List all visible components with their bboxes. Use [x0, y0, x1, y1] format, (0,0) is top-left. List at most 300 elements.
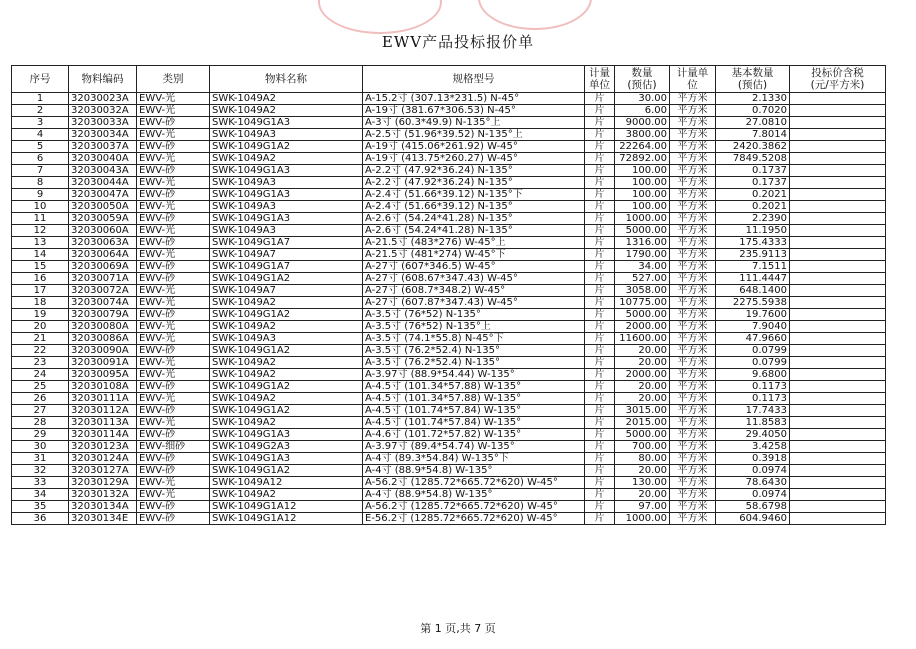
cell-price: [790, 153, 886, 165]
cell-category: EWV-砂: [137, 273, 210, 285]
cell-unit2: 平方米: [670, 177, 716, 189]
cell-unit: 片: [585, 501, 615, 513]
cell-category: EWV-砂: [137, 513, 210, 525]
cell-code: 32030111A: [69, 393, 137, 405]
cell-base-qty: 0.0974: [716, 489, 790, 501]
cell-base-qty: 0.2021: [716, 189, 790, 201]
cell-spec: A-2.4寸 (51.66*39.12) N-135°下: [363, 189, 585, 201]
cell-spec: A-4寸 (88.9*54.8) W-135°: [363, 465, 585, 477]
cell-name: SWK-1049G2A3: [210, 441, 363, 453]
cell-name: SWK-1049G1A2: [210, 465, 363, 477]
cell-code: 32030080A: [69, 321, 137, 333]
cell-base-qty: 0.0799: [716, 357, 790, 369]
cell-name: SWK-1049G1A3: [210, 165, 363, 177]
cell-name: SWK-1049A2: [210, 357, 363, 369]
cell-spec: A-15.2寸 (307.13*231.5) N-45°: [363, 93, 585, 105]
cell-price: [790, 237, 886, 249]
cell-seq: 23: [12, 357, 69, 369]
cell-seq: 10: [12, 201, 69, 213]
cell-price: [790, 417, 886, 429]
table-header-row: [12, 66, 886, 93]
cell-unit: 片: [585, 93, 615, 105]
cell-qty: 1316.00: [615, 237, 670, 249]
cell-qty: 5000.00: [615, 309, 670, 321]
cell-price: [790, 225, 886, 237]
cell-base-qty: 0.2021: [716, 201, 790, 213]
cell-price: [790, 141, 886, 153]
cell-name: SWK-1049G1A12: [210, 501, 363, 513]
cell-base-qty: 604.9460: [716, 513, 790, 525]
cell-code: 32030043A: [69, 165, 137, 177]
cell-category: EWV-光: [137, 321, 210, 333]
cell-category: EWV-光: [137, 93, 210, 105]
cell-spec: A-4.5寸 (101.74*57.84) W-135°: [363, 417, 585, 429]
cell-base-qty: 7.8014: [716, 129, 790, 141]
cell-name: SWK-1049A3: [210, 225, 363, 237]
cell-base-qty: 3.4258: [716, 441, 790, 453]
cell-seq: 20: [12, 321, 69, 333]
cell-seq: 22: [12, 345, 69, 357]
cell-code: 32030069A: [69, 261, 137, 273]
cell-unit: 片: [585, 285, 615, 297]
cell-seq: 2: [12, 105, 69, 117]
cell-code: 32030060A: [69, 225, 137, 237]
cell-code: 32030079A: [69, 309, 137, 321]
cell-qty: 100.00: [615, 201, 670, 213]
cell-seq: 28: [12, 417, 69, 429]
cell-qty: 20.00: [615, 357, 670, 369]
cell-name: SWK-1049A2: [210, 153, 363, 165]
table-row: [12, 285, 886, 297]
cell-price: [790, 261, 886, 273]
table-row: [12, 93, 886, 105]
cell-code: 32030123A: [69, 441, 137, 453]
cell-base-qty: 175.4333: [716, 237, 790, 249]
cell-name: SWK-1049G1A3: [210, 429, 363, 441]
cell-spec: A-19寸 (413.75*260.27) W-45°: [363, 153, 585, 165]
red-seal-stamp: [478, 0, 592, 30]
cell-category: EWV-砂: [137, 309, 210, 321]
table-row: [12, 477, 886, 489]
cell-code: 32030023A: [69, 93, 137, 105]
cell-base-qty: 2.2390: [716, 213, 790, 225]
cell-spec: A-2.2寸 (47.92*36.24) N-135°: [363, 177, 585, 189]
cell-code: 32030071A: [69, 273, 137, 285]
cell-seq: 33: [12, 477, 69, 489]
cell-qty: 30.00: [615, 93, 670, 105]
cell-name: SWK-1049A2: [210, 417, 363, 429]
cell-qty: 2000.00: [615, 369, 670, 381]
cell-seq: 24: [12, 369, 69, 381]
table-row: [12, 369, 886, 381]
cell-price: [790, 165, 886, 177]
cell-unit2: 平方米: [670, 429, 716, 441]
table-body: [12, 93, 886, 525]
cell-price: [790, 489, 886, 501]
cell-code: 32030059A: [69, 213, 137, 225]
cell-unit2: 平方米: [670, 333, 716, 345]
cell-price: [790, 501, 886, 513]
cell-price: [790, 453, 886, 465]
cell-name: SWK-1049G1A2: [210, 273, 363, 285]
cell-base-qty: 0.7020: [716, 105, 790, 117]
cell-category: EWV-光: [137, 201, 210, 213]
cell-seq: 14: [12, 249, 69, 261]
cell-code: 32030047A: [69, 189, 137, 201]
cell-category: EWV-砂: [137, 429, 210, 441]
cell-category: EWV-砂: [137, 213, 210, 225]
cell-name: SWK-1049A3: [210, 201, 363, 213]
cell-price: [790, 129, 886, 141]
cell-name: SWK-1049G1A2: [210, 345, 363, 357]
cell-name: SWK-1049G1A3: [210, 453, 363, 465]
cell-unit2: 平方米: [670, 393, 716, 405]
cell-unit2: 平方米: [670, 513, 716, 525]
cell-seq: 18: [12, 297, 69, 309]
cell-qty: 1790.00: [615, 249, 670, 261]
cell-qty: 9000.00: [615, 117, 670, 129]
cell-seq: 31: [12, 453, 69, 465]
cell-seq: 30: [12, 441, 69, 453]
cell-unit2: 平方米: [670, 141, 716, 153]
cell-category: EWV-砂: [137, 405, 210, 417]
cell-qty: 5000.00: [615, 429, 670, 441]
cell-base-qty: 17.7433: [716, 405, 790, 417]
table-row: [12, 453, 886, 465]
table-row: [12, 357, 886, 369]
document-title: EWV产品投标报价单: [381, 33, 535, 51]
cell-seq: 21: [12, 333, 69, 345]
cell-unit: 片: [585, 117, 615, 129]
cell-unit: 片: [585, 297, 615, 309]
table-row: [12, 165, 886, 177]
cell-unit: 片: [585, 405, 615, 417]
cell-name: SWK-1049G1A7: [210, 261, 363, 273]
cell-qty: 20.00: [615, 465, 670, 477]
quote-table: [11, 65, 886, 525]
table-row: [12, 345, 886, 357]
cell-category: EWV-砂: [137, 465, 210, 477]
cell-unit: 片: [585, 249, 615, 261]
cell-price: [790, 333, 886, 345]
cell-name: SWK-1049A2: [210, 321, 363, 333]
cell-base-qty: 0.0799: [716, 345, 790, 357]
table-row: [12, 213, 886, 225]
cell-seq: 17: [12, 285, 69, 297]
table-row: [12, 309, 886, 321]
cell-base-qty: 9.6800: [716, 369, 790, 381]
table-row: [12, 141, 886, 153]
cell-unit2: 平方米: [670, 261, 716, 273]
cell-spec: A-2.4寸 (51.66*39.12) N-135°: [363, 201, 585, 213]
cell-name: SWK-1049G1A3: [210, 189, 363, 201]
cell-price: [790, 189, 886, 201]
cell-price: [790, 393, 886, 405]
cell-seq: 27: [12, 405, 69, 417]
cell-spec: A-27寸 (607.87*347.43) W-45°: [363, 297, 585, 309]
table-row: [12, 297, 886, 309]
cell-base-qty: 2.1330: [716, 93, 790, 105]
cell-spec: A-2.6寸 (54.24*41.28) N-135°: [363, 225, 585, 237]
cell-spec: A-2.6寸 (54.24*41.28) N-135°: [363, 213, 585, 225]
cell-unit: 片: [585, 381, 615, 393]
cell-price: [790, 309, 886, 321]
cell-qty: 100.00: [615, 189, 670, 201]
table-row: [12, 405, 886, 417]
cell-unit2: 平方米: [670, 165, 716, 177]
header-base-qty: 基本数量 (预估): [716, 66, 790, 93]
table-row: [12, 393, 886, 405]
cell-unit2: 平方米: [670, 309, 716, 321]
cell-category: EWV-砂: [137, 453, 210, 465]
cell-code: 32030124A: [69, 453, 137, 465]
cell-base-qty: 7.1511: [716, 261, 790, 273]
cell-code: 32030129A: [69, 477, 137, 489]
cell-unit2: 平方米: [670, 465, 716, 477]
cell-spec: A-2.2寸 (47.92*36.24) N-135°: [363, 165, 585, 177]
cell-unit: 片: [585, 321, 615, 333]
cell-unit: 片: [585, 369, 615, 381]
table-row: [12, 429, 886, 441]
cell-spec: A-3.5寸 (76*52) N-135°上: [363, 321, 585, 333]
cell-qty: 527.00: [615, 273, 670, 285]
cell-unit: 片: [585, 357, 615, 369]
cell-unit2: 平方米: [670, 201, 716, 213]
cell-unit: 片: [585, 345, 615, 357]
cell-price: [790, 477, 886, 489]
cell-unit: 片: [585, 477, 615, 489]
cell-qty: 3800.00: [615, 129, 670, 141]
cell-spec: A-4.5寸 (101.34*57.88) W-135°: [363, 393, 585, 405]
cell-spec: A-3.5寸 (76.2*52.4) N-135°: [363, 345, 585, 357]
cell-unit: 片: [585, 513, 615, 525]
cell-price: [790, 273, 886, 285]
cell-price: [790, 93, 886, 105]
cell-seq: 35: [12, 501, 69, 513]
cell-code: 32030034A: [69, 129, 137, 141]
cell-category: EWV-光: [137, 369, 210, 381]
cell-code: 32030108A: [69, 381, 137, 393]
cell-spec: A-21.5寸 (483*276) W-45°上: [363, 237, 585, 249]
cell-unit2: 平方米: [670, 441, 716, 453]
cell-seq: 29: [12, 429, 69, 441]
table-row: [12, 417, 886, 429]
cell-base-qty: 0.1737: [716, 165, 790, 177]
cell-unit2: 平方米: [670, 237, 716, 249]
cell-seq: 34: [12, 489, 69, 501]
cell-code: 32030095A: [69, 369, 137, 381]
cell-spec: E-56.2寸 (1285.72*665.72*620) W-45°: [363, 513, 585, 525]
cell-category: EWV-光: [137, 489, 210, 501]
cell-seq: 3: [12, 117, 69, 129]
cell-spec: A-4.6寸 (101.72*57.82) W-135°: [363, 429, 585, 441]
header-unit2: 计量单 位: [670, 66, 716, 93]
cell-category: EWV-光: [137, 297, 210, 309]
cell-unit2: 平方米: [670, 93, 716, 105]
cell-unit2: 平方米: [670, 153, 716, 165]
cell-qty: 22264.00: [615, 141, 670, 153]
table-row: [12, 153, 886, 165]
cell-name: SWK-1049A12: [210, 477, 363, 489]
cell-code: 32030114A: [69, 429, 137, 441]
cell-price: [790, 465, 886, 477]
header-unit: 计量 单位: [585, 66, 615, 93]
cell-base-qty: 0.0974: [716, 465, 790, 477]
cell-code: 32030032A: [69, 105, 137, 117]
cell-unit2: 平方米: [670, 213, 716, 225]
table-row: [12, 501, 886, 513]
cell-base-qty: 58.6798: [716, 501, 790, 513]
table-row: [12, 489, 886, 501]
cell-spec: A-27寸 (608.67*347.43) W-45°: [363, 273, 585, 285]
cell-code: 32030072A: [69, 285, 137, 297]
header-qty: 数量 (预估): [615, 66, 670, 93]
cell-seq: 6: [12, 153, 69, 165]
cell-base-qty: 11.1950: [716, 225, 790, 237]
cell-name: SWK-1049G1A2: [210, 309, 363, 321]
cell-category: EWV-砂: [137, 501, 210, 513]
cell-base-qty: 0.1173: [716, 381, 790, 393]
cell-qty: 20.00: [615, 345, 670, 357]
cell-qty: 6.00: [615, 105, 670, 117]
cell-base-qty: 19.7600: [716, 309, 790, 321]
cell-base-qty: 0.1737: [716, 177, 790, 189]
cell-code: 32030113A: [69, 417, 137, 429]
cell-unit: 片: [585, 309, 615, 321]
cell-base-qty: 27.0810: [716, 117, 790, 129]
cell-qty: 97.00: [615, 501, 670, 513]
cell-code: 32030086A: [69, 333, 137, 345]
cell-base-qty: 7.9040: [716, 321, 790, 333]
cell-base-qty: 2275.5938: [716, 297, 790, 309]
cell-seq: 26: [12, 393, 69, 405]
cell-spec: A-27寸 (608.7*348.2) W-45°: [363, 285, 585, 297]
cell-name: SWK-1049G1A3: [210, 117, 363, 129]
cell-base-qty: 7849.5208: [716, 153, 790, 165]
cell-spec: A-4寸 (88.9*54.8) W-135°: [363, 489, 585, 501]
cell-qty: 80.00: [615, 453, 670, 465]
page-footer: 第 1 页,共 7 页: [420, 622, 496, 635]
cell-unit2: 平方米: [670, 417, 716, 429]
header-name: 物料名称: [210, 66, 363, 93]
cell-seq: 8: [12, 177, 69, 189]
cell-qty: 2000.00: [615, 321, 670, 333]
cell-unit: 片: [585, 393, 615, 405]
cell-spec: A-3.5寸 (76.2*52.4) N-135°: [363, 357, 585, 369]
cell-qty: 1000.00: [615, 213, 670, 225]
cell-code: 32030050A: [69, 201, 137, 213]
cell-seq: 5: [12, 141, 69, 153]
cell-unit: 片: [585, 237, 615, 249]
cell-unit2: 平方米: [670, 117, 716, 129]
cell-qty: 5000.00: [615, 225, 670, 237]
cell-name: SWK-1049G1A2: [210, 381, 363, 393]
cell-code: 32030132A: [69, 489, 137, 501]
cell-name: SWK-1049A3: [210, 129, 363, 141]
cell-spec: A-3寸 (60.3*49.9) N-135°上: [363, 117, 585, 129]
cell-unit2: 平方米: [670, 273, 716, 285]
cell-base-qty: 2420.3862: [716, 141, 790, 153]
cell-unit: 片: [585, 273, 615, 285]
cell-price: [790, 345, 886, 357]
cell-name: SWK-1049A2: [210, 369, 363, 381]
header-code: 物料编码: [69, 66, 137, 93]
table-row: [12, 237, 886, 249]
cell-seq: 1: [12, 93, 69, 105]
cell-price: [790, 369, 886, 381]
table-row: [12, 225, 886, 237]
cell-unit2: 平方米: [670, 489, 716, 501]
cell-price: [790, 513, 886, 525]
table-row: [12, 465, 886, 477]
header-category: 类别: [137, 66, 210, 93]
cell-price: [790, 117, 886, 129]
cell-unit: 片: [585, 141, 615, 153]
cell-name: SWK-1049G1A2: [210, 405, 363, 417]
cell-base-qty: 11.8583: [716, 417, 790, 429]
cell-seq: 12: [12, 225, 69, 237]
cell-name: SWK-1049G1A12: [210, 513, 363, 525]
cell-name: SWK-1049A2: [210, 489, 363, 501]
cell-seq: 11: [12, 213, 69, 225]
cell-unit: 片: [585, 201, 615, 213]
cell-category: EWV-砂: [137, 237, 210, 249]
cell-spec: A-3.97寸 (89.4*54.74) W-135°: [363, 441, 585, 453]
cell-code: 32030112A: [69, 405, 137, 417]
cell-category: EWV-光: [137, 177, 210, 189]
cell-seq: 36: [12, 513, 69, 525]
cell-seq: 13: [12, 237, 69, 249]
cell-code: 32030074A: [69, 297, 137, 309]
cell-name: SWK-1049G1A7: [210, 237, 363, 249]
cell-price: [790, 441, 886, 453]
cell-qty: 700.00: [615, 441, 670, 453]
cell-category: EWV-砂: [137, 381, 210, 393]
cell-category: EWV-砂: [137, 165, 210, 177]
cell-seq: 9: [12, 189, 69, 201]
cell-code: 32030044A: [69, 177, 137, 189]
cell-name: SWK-1049A2: [210, 93, 363, 105]
cell-unit2: 平方米: [670, 345, 716, 357]
cell-spec: A-3.5寸 (76*52) N-135°: [363, 309, 585, 321]
cell-unit: 片: [585, 189, 615, 201]
cell-unit: 片: [585, 129, 615, 141]
cell-category: EWV-光: [137, 393, 210, 405]
cell-unit: 片: [585, 105, 615, 117]
cell-unit: 片: [585, 465, 615, 477]
cell-category: EWV-光: [137, 285, 210, 297]
cell-spec: A-56.2寸 (1285.72*665.72*620) W-45°: [363, 477, 585, 489]
cell-price: [790, 405, 886, 417]
cell-seq: 4: [12, 129, 69, 141]
cell-qty: 1000.00: [615, 513, 670, 525]
cell-name: SWK-1049A2: [210, 297, 363, 309]
cell-base-qty: 29.4050: [716, 429, 790, 441]
cell-unit2: 平方米: [670, 297, 716, 309]
cell-price: [790, 321, 886, 333]
cell-category: EWV-砂: [137, 261, 210, 273]
cell-qty: 10775.00: [615, 297, 670, 309]
header-price: 投标价含税 (元/平方米): [790, 66, 886, 93]
table-row: [12, 189, 886, 201]
cell-price: [790, 381, 886, 393]
cell-qty: 20.00: [615, 381, 670, 393]
table-row: [12, 321, 886, 333]
cell-name: SWK-1049G1A3: [210, 213, 363, 225]
cell-qty: 100.00: [615, 177, 670, 189]
cell-qty: 34.00: [615, 261, 670, 273]
cell-price: [790, 429, 886, 441]
